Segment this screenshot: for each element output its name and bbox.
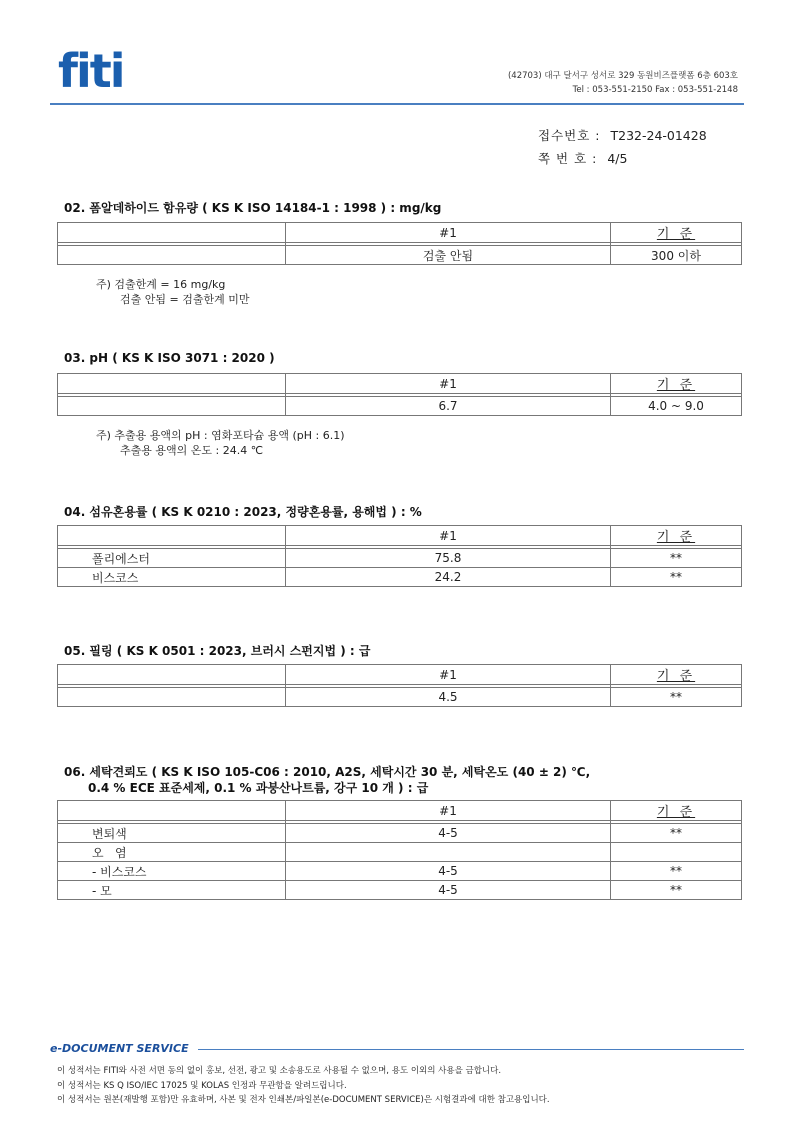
address: (42703) 대구 달서구 성서로 329 동원비즈플랫폼 6층 603호 bbox=[507, 71, 738, 81]
sample-header: #1 bbox=[286, 223, 611, 243]
section-04-title: 04. 섬유혼용률 ( KS K 0210 : 2023, 정량혼용률, 용해법 ) : % bbox=[64, 505, 422, 519]
standard-header: 기 준 bbox=[611, 374, 742, 394]
e-document-service-label: e-DOCUMENT SERVICE bbox=[50, 1042, 189, 1055]
standard-header: 기 준 bbox=[611, 526, 742, 546]
receipt-number-label: 접수번호 : bbox=[538, 128, 601, 143]
table-row: 검출 안됨 300 이하 bbox=[58, 246, 742, 265]
sample-header: #1 bbox=[286, 526, 611, 546]
standard-header: 기 준 bbox=[611, 665, 742, 685]
sample-header: #1 bbox=[286, 665, 611, 685]
table-row: - 비스코스 4-5 ** bbox=[58, 862, 742, 881]
receipt-number bbox=[538, 126, 707, 144]
page-number bbox=[538, 149, 627, 167]
footer-line-2: 이 성적서는 KS Q ISO/IEC 17025 및 KOLAS 인정과 무관함을 알려드립니다. bbox=[57, 1081, 347, 1091]
footer-line-1: 이 성적서는 FITI와 사전 서면 동의 없이 홍보, 선전, 광고 및 소송용도로 사용될 수 없으며, 용도 이외의 사용을 금합니다. bbox=[57, 1066, 502, 1076]
section-05-table bbox=[57, 664, 742, 707]
section-03-table bbox=[57, 373, 742, 416]
page-number-value: 4/5 bbox=[607, 151, 628, 166]
table-row: 폴리에스터 75.8 ** bbox=[58, 549, 742, 568]
section-05-title: 05. 필링 ( KS K 0501 : 2023, 브러시 스펀지법 ) : 급 bbox=[64, 644, 371, 658]
section-02-note: 주) 검출한계 = 16 mg/kg 검출 안됨 = 검출한계 미만 bbox=[96, 278, 250, 306]
section-03-title: 03. pH ( KS K ISO 3071 : 2020 ) bbox=[64, 351, 275, 365]
section-02-table bbox=[57, 222, 742, 265]
table-row: - 모 4-5 ** bbox=[58, 881, 742, 900]
fiti-logo: fiti bbox=[58, 44, 124, 98]
table-row: 4.5 ** bbox=[58, 688, 742, 707]
section-02-title: 02. 폼알데하이드 함유량 ( KS K ISO 14184-1 : 1998 ) : mg/kg bbox=[64, 201, 442, 215]
standard-header: 기 준 bbox=[611, 801, 742, 821]
header-label-cell bbox=[58, 223, 286, 243]
section-06-title-line1: 06. 세탁견뢰도 ( KS K ISO 105-C06 : 2010, A2S, 세탁시간 30 분, 세탁온도 (40 ± 2) ℃, bbox=[64, 765, 591, 779]
footer-rule bbox=[198, 1049, 744, 1050]
table-row: 오 염 bbox=[58, 843, 742, 862]
page-number-label: 쪽 번 호 : bbox=[538, 151, 598, 166]
section-06-title-line2: 0.4 % ECE 표준세제, 0.1 % 과붕산나트륨, 강구 10 개 ) : 급 bbox=[88, 781, 429, 795]
header-rule bbox=[50, 103, 744, 105]
standard-header-text: 기 준 bbox=[656, 227, 696, 242]
sample-header: #1 bbox=[286, 801, 611, 821]
section-06-table bbox=[57, 800, 742, 900]
standard-header bbox=[611, 223, 742, 243]
section-03-note: 주) 추출용 용액의 pH : 염화포타슘 용액 (pH : 6.1) 추출용 용액의 온도 : 24.4 ℃ bbox=[96, 429, 345, 457]
sample-header: #1 bbox=[286, 374, 611, 394]
receipt-number-value: T232-24-01428 bbox=[610, 128, 707, 143]
table-row: 6.7 4.0 ~ 9.0 bbox=[58, 397, 742, 416]
section-04-table bbox=[57, 525, 742, 587]
table-row: 변퇴색 4-5 ** bbox=[58, 824, 742, 843]
contact: Tel : 053-551-2150 Fax : 053-551-2148 bbox=[572, 85, 738, 95]
footer-line-3: 이 성적서는 원본(재발행 포함)만 유효하며, 사본 및 전자 인쇄본/파일본(e-DOCUMENT SERVICE)은 시험결과에 대한 참고용입니다. bbox=[57, 1095, 550, 1105]
table-row: 비스코스 24.2 ** bbox=[58, 568, 742, 587]
